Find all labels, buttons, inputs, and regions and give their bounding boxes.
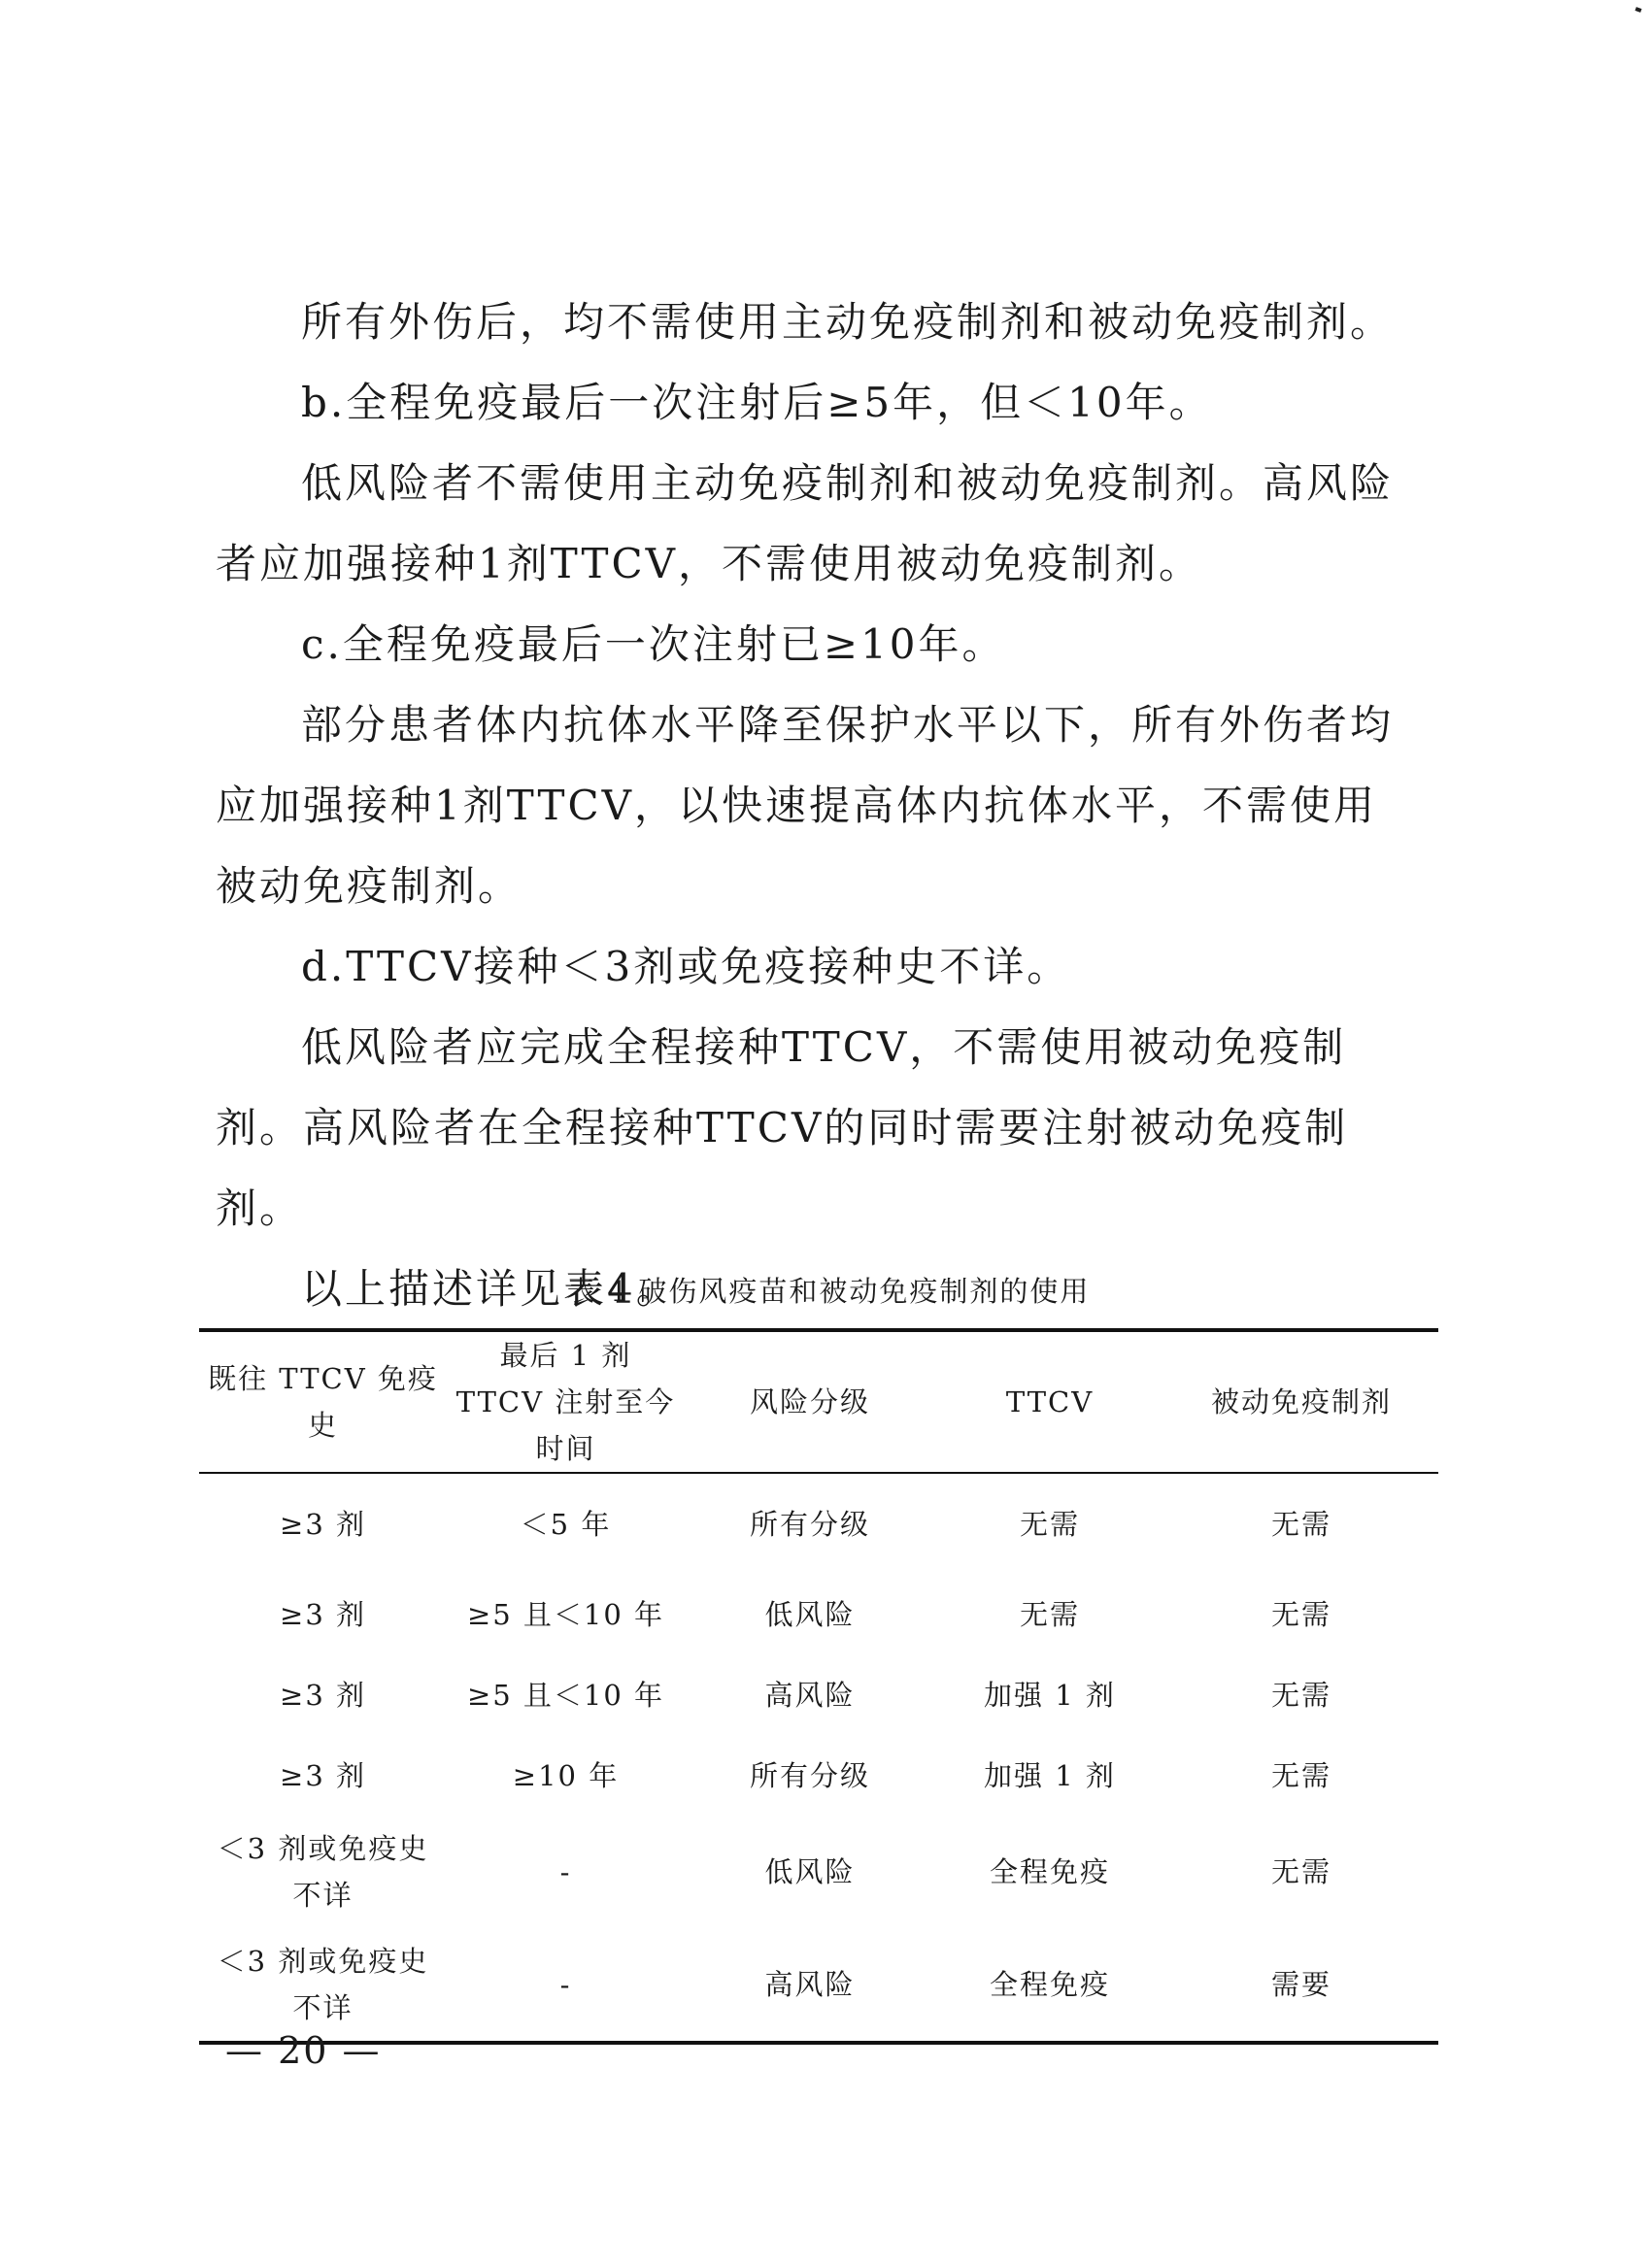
cell-passive-immunization: 需要: [1270, 1968, 1331, 2001]
cell-ttcv: 全程免疫: [989, 1855, 1110, 1888]
cell-risk-level: 高风险: [764, 1968, 856, 2001]
paragraph-8: 以上描述详见表4。: [301, 1265, 680, 1313]
paragraph-2: b.全程免疫最后一次注射后≥5年，但＜10年。: [301, 379, 1213, 426]
cell-passive-immunization: 无需: [1270, 1855, 1331, 1888]
cell-time-since-last-dose: ＜5 年: [520, 1507, 612, 1541]
cell-prior-history: ≥3 剂: [280, 1597, 366, 1631]
table-caption: 表 4 破伤风疫苗和被动免疫制剂的使用: [566, 1275, 1091, 1308]
cell-prior-history: ≥3 剂: [280, 1678, 366, 1712]
table-row: [199, 1574, 1438, 1654]
table-row: [199, 1473, 1438, 1574]
table-row: [199, 1928, 1438, 2043]
table-row: [199, 1816, 1438, 1928]
cell-passive-immunization: 无需: [1270, 1597, 1331, 1631]
cell-time-since-last-dose: ≥5 且＜10 年: [466, 1597, 665, 1631]
cell-prior-history: ＜3 剂或免疫史不详: [217, 1945, 429, 2024]
paragraph-1: 所有外伤后，均不需使用主动免疫制剂和被动免疫制剂。: [301, 298, 1395, 346]
cell-ttcv: 加强 1 剂: [984, 1758, 1116, 1792]
cell-passive-immunization: 无需: [1270, 1678, 1331, 1712]
table-row: [199, 1654, 1438, 1735]
cell-risk-level: 低风险: [764, 1597, 856, 1631]
header-ttcv: TTCV: [1005, 1385, 1095, 1418]
cell-passive-immunization: 无需: [1270, 1507, 1331, 1541]
cell-risk-level: 高风险: [764, 1678, 856, 1712]
cell-prior-history: ＜3 剂或免疫史不详: [217, 1832, 429, 1912]
cell-passive-immunization: 无需: [1270, 1758, 1331, 1792]
cell-ttcv: 加强 1 剂: [984, 1678, 1116, 1712]
table-row: [199, 1735, 1438, 1816]
cell-risk-level: 低风险: [764, 1855, 856, 1888]
vaccine-table: [199, 1328, 1438, 2045]
cell-ttcv: 无需: [1019, 1597, 1080, 1631]
body-text: [216, 282, 1410, 1329]
cell-time-since-last-dose: ≥5 且＜10 年: [466, 1678, 665, 1712]
cell-ttcv: 无需: [1019, 1507, 1080, 1541]
paragraph-7: 低风险者应完成全程接种TTCV，不需使用被动免疫制剂。高风险者在全程接种TTCV的同时需要注射被动免疫制剂。: [216, 1023, 1349, 1232]
paragraph-5: 部分患者体内抗体水平降至保护水平以下，所有外伤者均应加强接种1剂TTCV，以快速提高体内抗体水平，不需使用被动免疫制剂。: [216, 701, 1395, 910]
header-passive-immunization: 被动免疫制剂: [1210, 1385, 1392, 1418]
cell-risk-level: 所有分级: [749, 1758, 870, 1792]
paragraph-4: c.全程免疫最后一次注射已≥10年。: [301, 620, 1006, 668]
cell-time-since-last-dose: -: [559, 1855, 572, 1888]
header-risk-level: 风险分级: [749, 1385, 870, 1418]
table-header-row: [199, 1330, 1438, 1473]
scan-mark: [1634, 7, 1641, 13]
cell-prior-history: ≥3 剂: [280, 1507, 366, 1541]
paragraph-6: d.TTCV接种＜3剂或免疫接种史不详。: [301, 943, 1071, 990]
page-number: — 20 —: [225, 2029, 382, 2072]
paragraph-3: 低风险者不需使用主动免疫制剂和被动免疫制剂。高风险者应加强接种1剂TTCV，不需使用被动免疫制剂。: [216, 459, 1395, 587]
table-4-block: [199, 1270, 1438, 2045]
cell-prior-history: ≥3 剂: [280, 1758, 366, 1792]
cell-risk-level: 所有分级: [749, 1507, 870, 1541]
cell-ttcv: 全程免疫: [989, 1968, 1110, 2001]
header-prior-history: 既往 TTCV 免疫史: [208, 1362, 438, 1442]
header-time-since-last-dose: 最后 1 剂 TTCV 注射至今时间: [455, 1339, 676, 1465]
cell-time-since-last-dose: ≥10 年: [512, 1758, 620, 1792]
cell-time-since-last-dose: -: [559, 1968, 572, 2001]
